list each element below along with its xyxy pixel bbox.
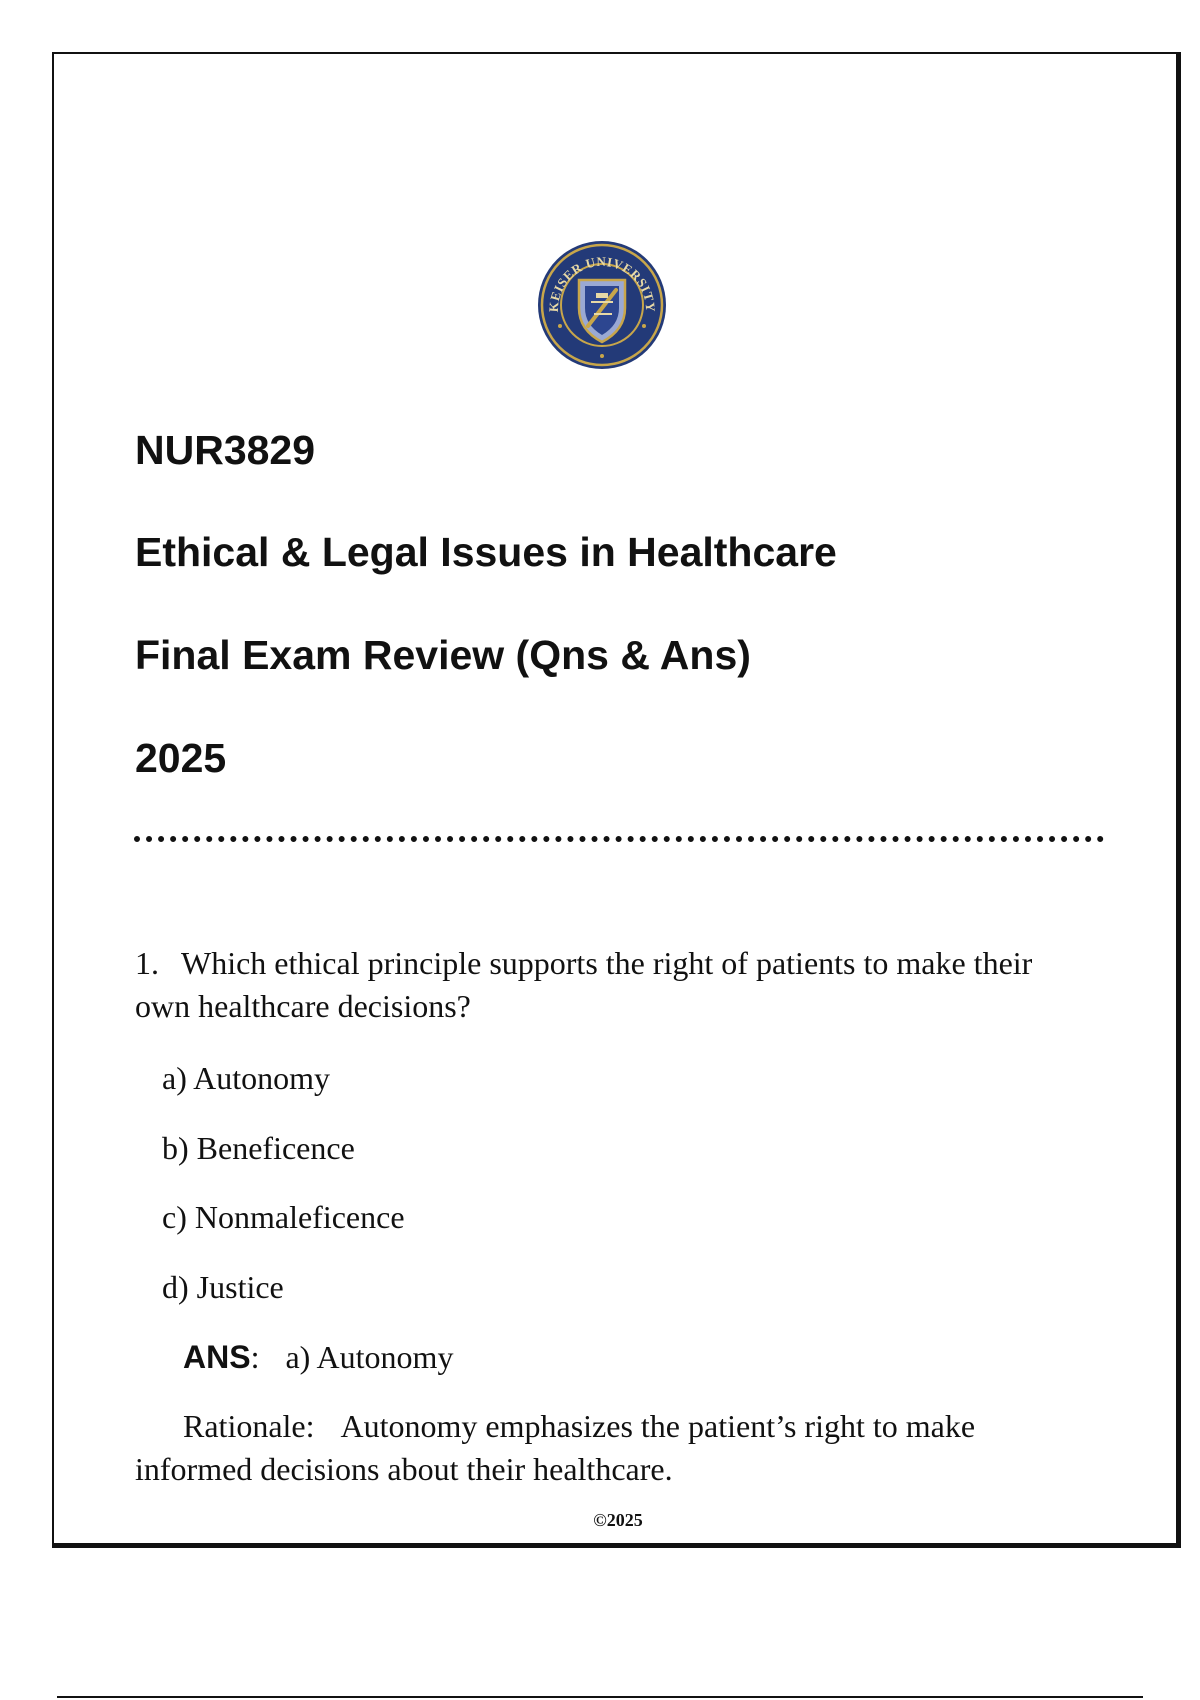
- answer-line: [183, 1336, 453, 1378]
- document-title: Final Exam Review (Qns & Ans): [135, 632, 751, 678]
- dotted-divider: [134, 836, 1104, 842]
- rationale-text: Autonomy emphasizes the patient’s right to make informed decisions about their healthcare.: [135, 1408, 976, 1487]
- rationale: [135, 1405, 1095, 1491]
- copyright-footer: ©2025: [593, 1510, 643, 1530]
- course-title: Ethical & Legal Issues in Healthcare: [135, 529, 837, 575]
- answer-colon: :: [250, 1339, 260, 1375]
- university-seal-logo: [536, 238, 668, 372]
- course-code: NUR3829: [135, 427, 316, 473]
- answer-label: ANS: [183, 1339, 251, 1375]
- rationale-label: Rationale:: [183, 1408, 315, 1444]
- option-c: c) Nonmaleficence: [162, 1199, 405, 1235]
- seal-text: KEISER UNIVERSITY: [545, 253, 659, 313]
- answer-value: a) Autonomy: [285, 1339, 454, 1375]
- question-number: 1.: [135, 945, 159, 981]
- bottom-divider: [57, 1696, 1143, 1698]
- document-year: 2025: [135, 735, 227, 781]
- option-b: b) Beneficence: [162, 1130, 355, 1166]
- question-1: [135, 942, 1095, 1028]
- question-text: Which ethical principle supports the right of patients to make their own healthcare decisions?: [135, 945, 1033, 1024]
- option-d: d) Justice: [162, 1269, 284, 1305]
- option-a: a) Autonomy: [162, 1060, 330, 1096]
